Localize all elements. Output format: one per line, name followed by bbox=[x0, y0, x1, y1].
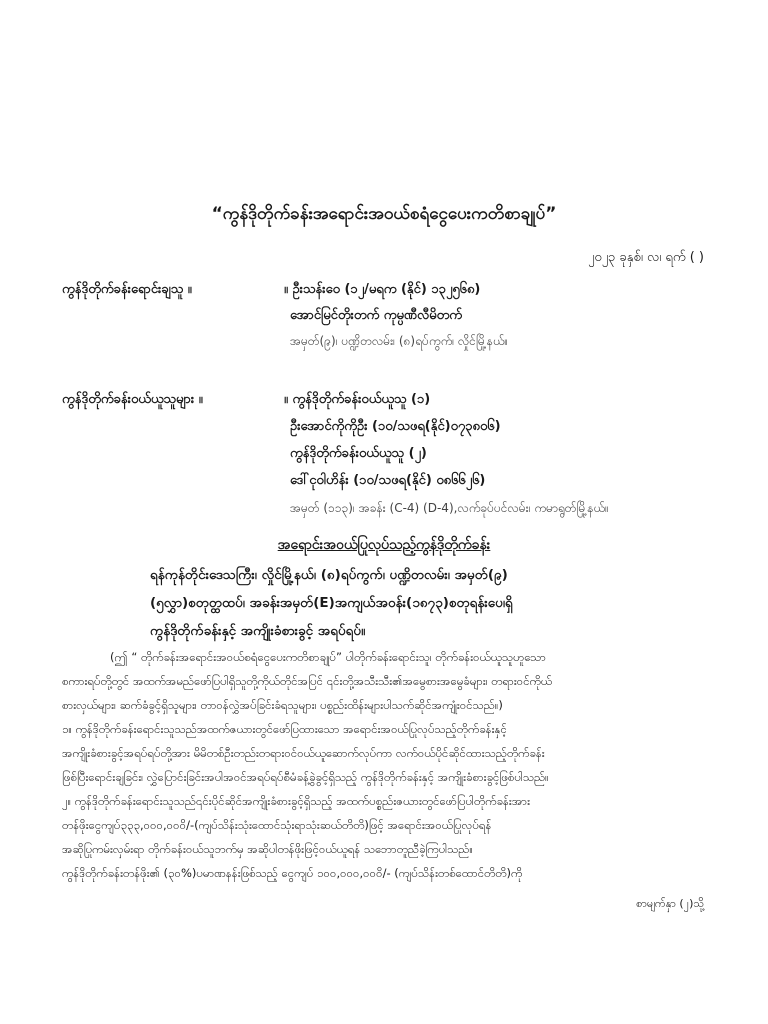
buyers-line-2: ဦးအောင်ကိုကိုဦး (၁၀/သဖရ(နိုင်)၀၇၃၈၀၆) bbox=[290, 419, 501, 434]
clause-2-line: အဆိုပြုကမ်းလှမ်းရာ တိုက်ခန်းဝယ်သူဘက်မှ အဆိုပါတန်ဖိုးဖြင့်ဝယ်ယူရန် သဘောတူညီခဲ့ကြပါသည်။ bbox=[62, 842, 473, 856]
page-continuation: စာမျက်နှာ (၂)သို့ bbox=[636, 897, 704, 910]
intro-line: စကားရပ်တို့တွင် အထက်အမည်ဖော်ပြပါရှိသူတို့ကိုယ်တိုင်အပြင် ၎င်းတို့အသီးသီး၏အမွေစားအမွေခံများ၊ တရားဝင်ကိုယ် bbox=[62, 674, 552, 688]
buyers-line-1: ။ ကွန်ဒိုတိုက်ခန်းဝယ်ယူသူ (၁) bbox=[284, 392, 431, 407]
buyers-address: အမှတ် (၁၁၃)၊ အခန်း (C-4) (D-4),လက်ခုပ်ပင်လမ်း၊ ကမာရွတ်မြို့နယ်။ bbox=[290, 501, 609, 515]
clause-1-line: ၁။ ကွန်ဒိုတိုက်ခန်းရောင်းသူသည်အထက်ဇယားတွင်ဖော်ပြထားသော အရောင်းအဝယ်ပြုလုပ်သည့်တိုက်ခန်းနှင့် bbox=[62, 722, 507, 736]
document-date: ၂၀၂၃ ခုနှစ်၊ လ၊ ရက် ( ) bbox=[587, 250, 704, 265]
buyers-line-4: ဒေါ်ငုဝါဟိန်း (၁၀/သဖရ(နိုင်) ၀၈၆၆၂၆) bbox=[290, 473, 486, 488]
seller-label: ကွန်ဒိုတိုက်ခန်းရောင်းချသူ ။ bbox=[62, 282, 192, 297]
intro-line: (ဤ “ တိုက်ခန်းအရောင်းအဝယ်စရံငွေပေးကတိစာချုပ်” ပါတိုက်ခန်းရောင်းသူ၊ တိုက်ခန်းဝယ်ယူသူဟူသော bbox=[110, 650, 546, 664]
buyers-label: ကွန်ဒိုတိုက်ခန်းဝယ်ယူသူများ ။ bbox=[62, 392, 203, 407]
clause-2-line: တန်ဖိုးငွေကျပ်၃၃၃,၀၀၀,၀၀၀ိ/-(ကျပ်သိန်းသုံးထောင်သုံးရာသုံးဆယ်တိတိ)ဖြင့် အရောင်းအဝယ်ပြုလုပ်ရန် bbox=[62, 818, 492, 832]
seller-line-1: ။ ဦးသန်းဝေ (၁၂/မရက (နိုင်) ၁၃၂၅၆၈) bbox=[284, 282, 481, 297]
intro-paragraph bbox=[62, 645, 708, 717]
seller-address: အမှတ်(၉)၊ ပဏ္ဍိတလမ်း၊ (၈)ရပ်ကွက်၊ လှိုင်မြို့နယ်။ bbox=[290, 334, 509, 348]
document-title: “ကွန်ဒိုတိုက်ခန်းအရောင်းအဝယ်စရံငွေပေးကတိစာချုပ်” bbox=[211, 204, 557, 224]
clause-2 bbox=[62, 789, 708, 885]
clause-1-line: ဖြစ်ပြီးရောင်းချခြင်း၊ လွှဲပြောင်းခြင်းအပါအဝင်အရပ်ရပ်စီမံခန့်ခွဲခွင့်ရှိသည့် ကွန်ဒိုတိုက်ခန်းနှင့် အကျိုးခံစားခွင့်ဖြစ်ပါသည်။ bbox=[62, 770, 549, 784]
clause-2-line: ၂။ ကွန်ဒိုတိုက်ခန်းရောင်းသူသည်၎င်းပိုင်ဆိုင်အကျိုးခံစားခွင့်ရှိသည့် အထက်ပစ္စည်းဇယားတွင်ဖော်ပြပါတိုက်ခန်းအား bbox=[62, 794, 531, 808]
property-line-3: ကွန်ဒိုတိုက်ခန်းနှင့် အကျိုးခံစားခွင့် အရပ်ရပ်။ bbox=[150, 623, 366, 639]
clause-2-line: ကွန်ဒိုတိုက်ခန်းတန်ဖိုး၏ (၃၀%)ပမာဏနန်းဖြစ်သည့် ငွေကျပ် ၁၀၀,၀၀၀,၀၀၀ိ/- (ကျပ်သိန်းတစ်ထောင်တိတိ)ကို bbox=[62, 866, 523, 880]
property-heading: အရောင်းအဝယ်ပြုလုပ်သည့်ကွန်ဒိုတိုက်ခန်း bbox=[277, 537, 491, 553]
buyers-line-3: ကွန်ဒိုတိုက်ခန်းဝယ်ယူသူ (၂) bbox=[290, 446, 427, 461]
property-line-2: (၅လွှာ)စတုတ္ထထပ်၊ အခန်းအမှတ်(E)အကျယ်အဝန်း(၁၈၇၃)စတုရန်းပေ၊ရှိ bbox=[150, 595, 513, 611]
seller-line-2: အောင်မြင်တိုးတက် ကုမ္ပဏီလီမိတက် bbox=[290, 308, 462, 323]
intro-line: စားလှယ်များ၊ ဆက်ခံခွင့်ရှိသူများ၊ တာဝန်လွှဲအပ်ခြင်းခံရသူများ၊ ပစ္စည်းထိန်းများပါသက်ဆိုင်အကျုံးဝင်သည်။) bbox=[62, 698, 503, 712]
property-line-1: ရန်ကုန်တိုင်းဒေသကြီး၊ လှိုင်မြို့နယ်၊ (၈)ရပ်ကွက်၊ ပဏ္ဍိတလမ်း၊ အမှတ်(၉) bbox=[150, 567, 508, 583]
clause-1-line: အကျိုးခံစားခွင့်အရပ်ရပ်တို့အား မိမိတစ်ဦးတည်းတရားဝင်ဝယ်ယူဆောက်လုပ်ကာ လက်ဝယ်ပိုင်ဆိုင်ထားသည့်တိုက်ခန်း bbox=[62, 746, 545, 760]
clause-1 bbox=[62, 717, 708, 789]
